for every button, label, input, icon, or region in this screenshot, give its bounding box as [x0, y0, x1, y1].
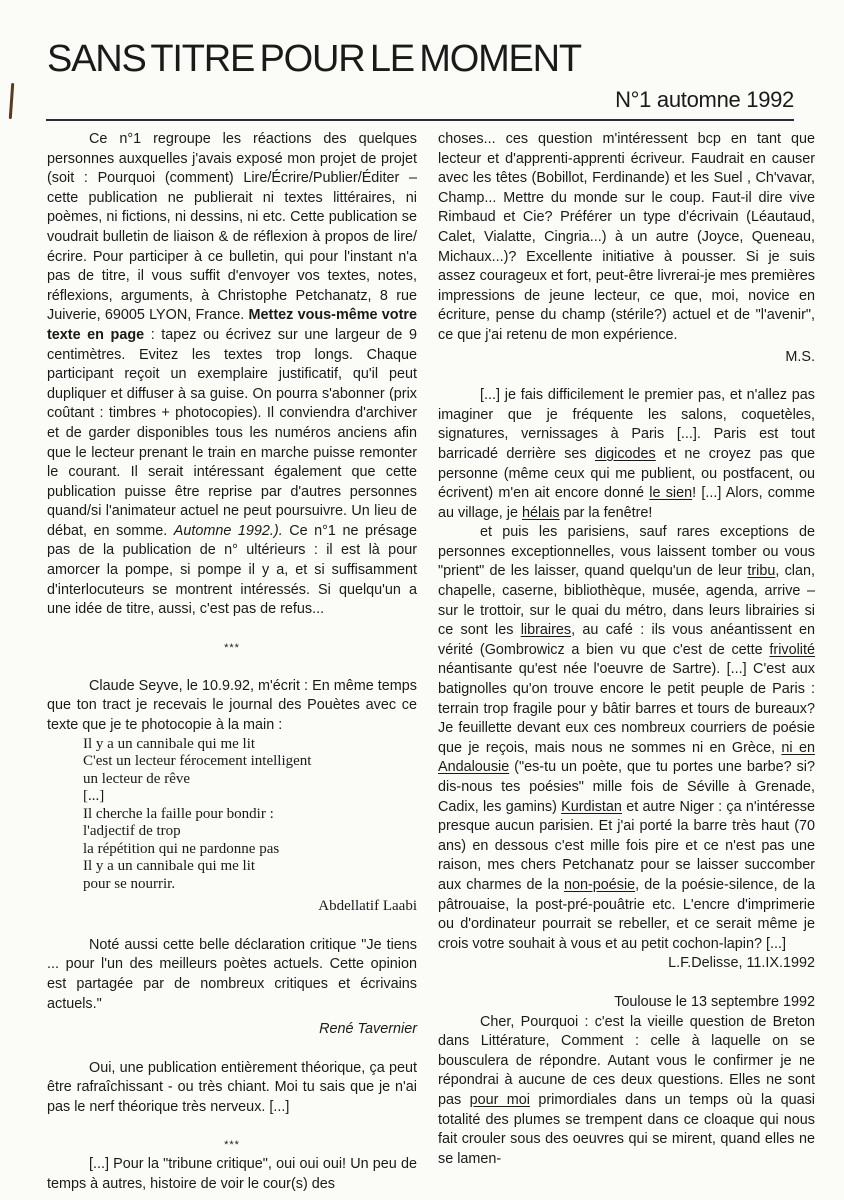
underlined-word: ni en Andalousie: [438, 739, 815, 776]
intro-text-2: : tapez ou écrivez sur une largeur de 9 centimètres. Evitez les textes trop longs. Chaque participant reçoit un exemplaire justificatif, qu'il peut dupliquer et diffuser à sa guise. On pourra s'abonner (prix coûtant : timbres + photocopies). Il conviendra d'archiver et de garder disponibles tous les numéros anciens afin que le lecteur prenant le train en marche puisse remonter le courant. Il serait intéressant également que cette publication puisse être reprise par d'autres personnes quand/si l'animateur actuel ne peut poursuivre. Un lieu de débat, en somme.: [47, 326, 417, 539]
delisse-signature: L.F.Delisse, 11.IX.1992: [668, 955, 815, 972]
right-column: [438, 130, 815, 1169]
text: néantisante qu'est née l'oeuvre de Sartre). [...] C'est aux batignolles qu'on trouve encore le petit peuple de Paris : terrain trop fragile pour y bâtir barres et tours de bureaux? Je feuillette devant eux ces nombreux courriers de poésie que je reçois, mais nous ne sommes ni en Grèce,: [438, 661, 815, 756]
delisse-paragraph-2: [438, 523, 815, 954]
header-rule: [46, 119, 794, 121]
poem-line: la répétition qui ne pardonne pas: [83, 840, 280, 857]
underlined-word: Kurdistan: [561, 798, 622, 815]
underlined-word: tribu: [747, 563, 776, 580]
poem-line: l'adjectif de trop: [83, 823, 181, 840]
seyve-paragraph: Claude Seyve, le 10.9.92, m'écrit : En même temps que ton tract je recevais le journal des Pouètes avec ce texte que je te photocopie à la main :: [47, 677, 417, 734]
text: [...] je fais difficilement le premier pas, et n'allez pas imaginer que je fréquente les salons, coquetèles, signatures, vernissages à Paris [...]. Paris est tout barricadé derrière ses: [438, 387, 815, 462]
toulouse-dateline: Toulouse le 13 septembre 1992: [614, 993, 815, 1010]
margin-pen-mark: [9, 83, 15, 119]
poem-line: Il cherche la faille pour bondir :: [83, 805, 274, 822]
intro-text-3: Ce n°1 ne présage pas de la publication de n° ultérieurs : il est là pour amorcer la pompe, si pompe il y a, et si suffisamment d'interlocuteurs se montrent intéressés. Si quelqu'un a une idée de titre, aussi, c'est pas de refus...: [47, 522, 417, 618]
quote-author: René Tavernier: [319, 1021, 417, 1038]
section-separator: ***: [224, 641, 240, 654]
intro-bold-instruction: Mettez vous-même votre texte en page: [47, 307, 417, 343]
poem-line: C'est un lecteur férocement intelligent: [83, 753, 312, 770]
issue-number: N°1 automne 1992: [615, 87, 794, 112]
underlined-word: non-poésie: [563, 876, 636, 893]
text: ("es-tu un poète, que tu portes une barbe? si? dis-nous tes poésies" mille fois de Séville à Grenade, Cadix, les gamins): [438, 759, 815, 815]
left-column: [47, 130, 417, 1195]
text: et puis les parisiens, sauf rares exceptions de personnes exceptionnelles, vous laissent tomber ou vous "prient" de les laisser, quand quelqu'un de leur: [438, 524, 815, 580]
section-separator: ***: [224, 1139, 240, 1152]
poem-line: Il y a un cannibale qui me lit: [83, 735, 256, 752]
tribune-paragraph: [...] Pour la "tribune critique", oui oui oui! Un peu de temps à autres, histoire de voir le cour(s) des: [47, 1156, 417, 1193]
underlined-word: pour moi: [469, 1091, 530, 1108]
text: et autre Niger : ça n'intéresse presque aucun parisien. Et j'ai porté la barre très haut (70 ans) en dessous c'est mille fois pire et ce n'est pas une raison, mes chers Petchanatz pour se laisser succomber aux charmes de la: [438, 798, 815, 893]
text: et ne croyez pas que personne (même ceux qui me publient, ou postfacent, ou écrivent) m'en ait encore donné: [438, 445, 815, 502]
newsletter-title: SANS TITRE POUR LE MOMENT: [47, 38, 581, 80]
underlined-word: libraires: [520, 622, 572, 639]
poem-line: un lecteur de rêve: [83, 770, 191, 787]
poem-author: Abdellatif Laabi: [318, 898, 417, 915]
poem-line: [...]: [83, 788, 105, 805]
critic-quote-paragraph: Noté aussi cette belle déclaration critique "Je tiens ... pour l'un des meilleurs poètes actuels. Cette opinion est partagée par de nombreux critiques et écrivains actuels.": [47, 936, 417, 1012]
text: , de la poésie-silence, de la pâtrouaise, la post-pré-pouâtrie etc. L'encre d'imprimerie ou d'ordinateur pourrait se rebeller, et ce serait même je crois votre souhait à vous et au petit cochon-lapin? [...]: [438, 876, 815, 952]
text: Cher, Pourquoi : c'est la vieille question de Breton dans Littérature, Comment : celle à laquelle on se bousculera de répondre. Autant vous le confirmer je ne répondrai à aucune de ces deux questions. Elles ne sont pas: [438, 1013, 815, 1108]
underlined-word: hélais: [522, 504, 560, 521]
intro-italic: Automne 1992.).: [173, 522, 283, 539]
text: , au café : ils vous anéantissent en vérité (Gombrowicz a bien vu que c'est de cette: [438, 622, 815, 658]
text: , clan, chapelle, caserne, bibliothèque, musée, agenda, arrive – sur le trottoir, sur le quai du métro, dans leurs librairies si ce sont les: [438, 563, 815, 639]
comment-paragraph: Oui, une publication entièrement théorique, ça peut être rafraîchissant - ou très chiant. Moi tu sais que je n'ai pas le nerf théorique très nerveux. [...]: [47, 1059, 417, 1115]
text: par la fenêtre!: [559, 504, 653, 521]
underlined-word: digicodes: [594, 445, 656, 462]
ms-paragraph: choses... ces question m'intéressent bcp en tant que lecteur et d'apprenti-apprenti écriveur. Faudrait en causer avec les têtes (Bobillot, Ferdinande) et les Suel , Ch'vavar, Champ... Mettre du monde sur le coup. Faut-il dire vive Rimbaud et Cie? Préférer un type d'écrivain (Léautaud, Calet, Vialatte, Cingria...) à un autre (Joyce, Queneau, Michaux...)? Excellente initiative à pousser. Si je suis assez courageux et fort, peut-être livrerai-je mes premières impressions de jeune lecteur, ce que, moi, novice en écriture, pense du champ (stérile?) actuel et de "l'avenir", ce que j'ai retenu de mon expérience.: [438, 131, 815, 343]
text: primordiales dans un temps où la quasi totalité des plumes se trempent dans ce cloaque qui nous fait crouler sous des oeuvres qui se mirent, quand elles ne se lamen-: [438, 1091, 816, 1167]
poem: [47, 736, 417, 894]
underlined-word: frivolité: [769, 641, 815, 658]
ms-signature: M.S.: [785, 348, 815, 365]
delisse-paragraph-1: [438, 386, 815, 523]
poem-line: Il y a un cannibale qui me lit: [83, 858, 256, 875]
poem-line: pour se nourrir.: [83, 875, 176, 892]
underlined-word: le sien: [649, 485, 693, 502]
intro-text-1: Ce n°1 regroupe les réactions des quelques personnes auxquelles j'avais exposé mon projet de projet (soit : Pourquoi (comment) Lire/Écrire/Publier/Éditer – cette publication ne publierait ni textes littéraires, ni poèmes, ni fictions, ni dessins, ni etc. Cette publication se voudrait bulletin de liaison & de réflexion à propos de lire/écrire. Pour participer à ce bulletin, qui pour l'instant n'a pas de titre, il vous suffit d'envoyer vos textes, notes, réflexions, arguments, à Christophe Petchanatz, 8 rue Juiverie, 69005 LYON, France.: [47, 131, 417, 324]
toulouse-paragraph: [438, 1013, 815, 1170]
intro-paragraph: [47, 130, 417, 620]
text: ! [...] Alors, comme au village, je: [438, 485, 815, 521]
